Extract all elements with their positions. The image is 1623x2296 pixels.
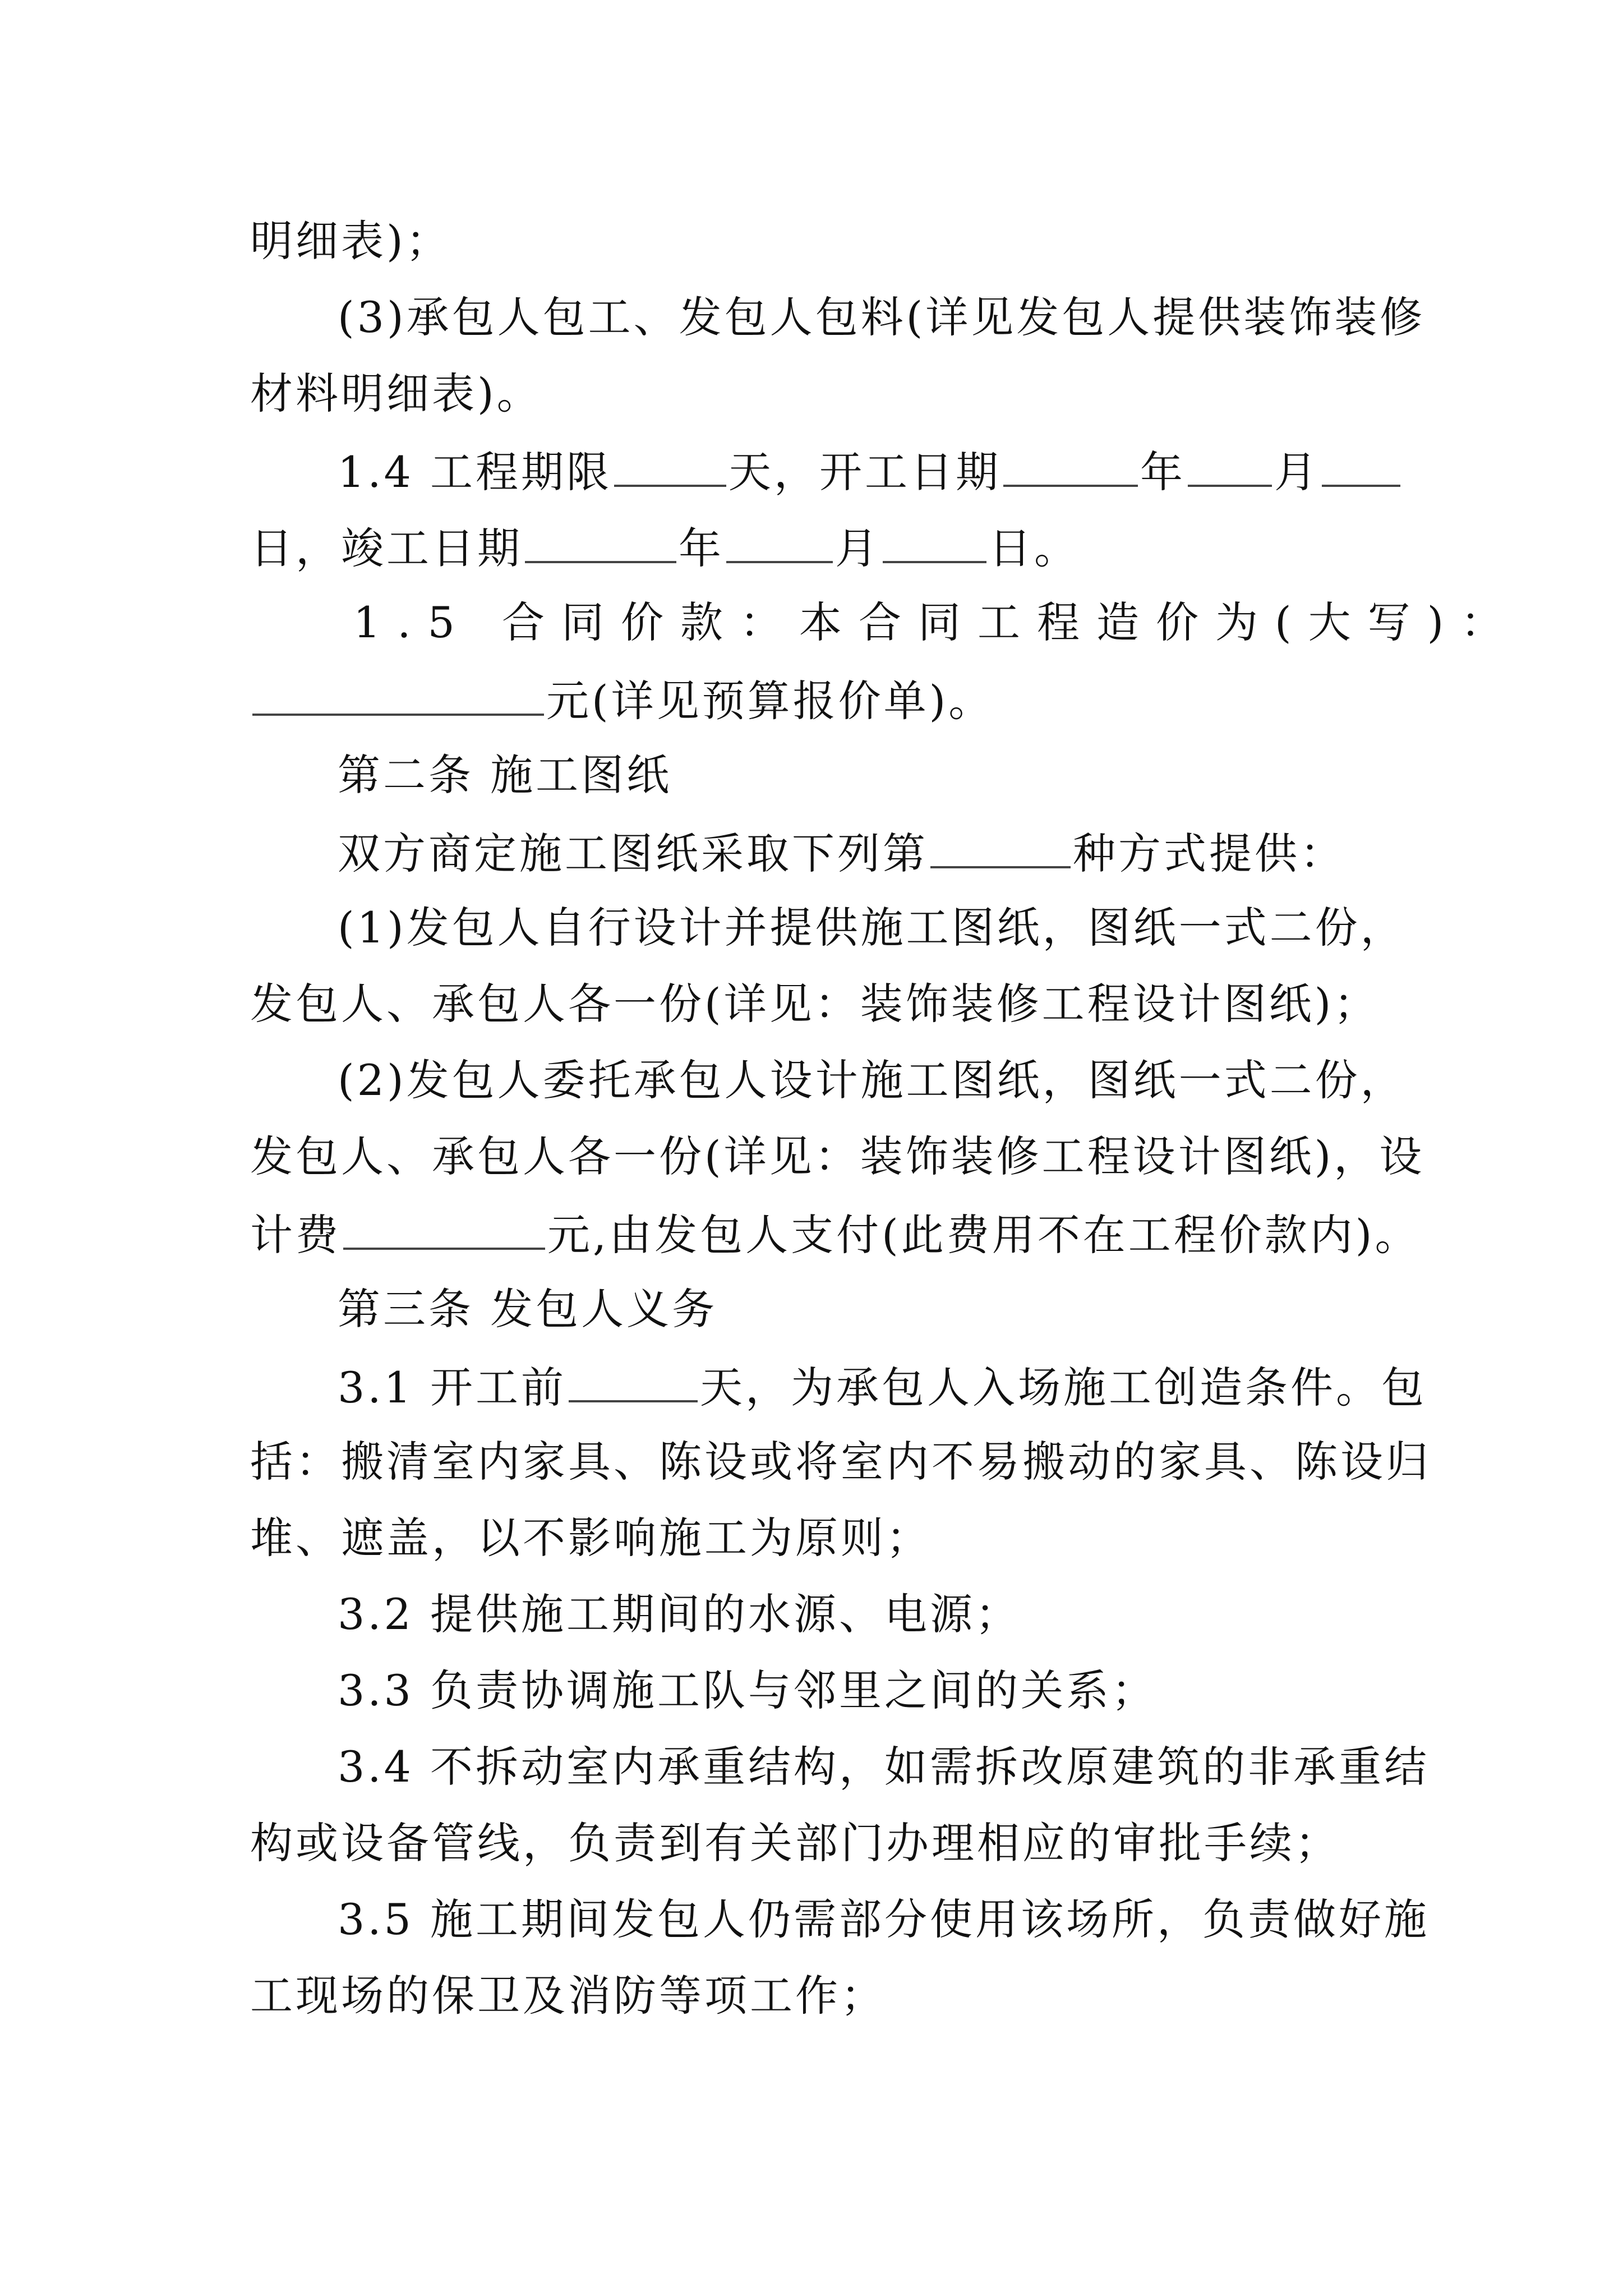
text-line: 日，竣工日期 年 月 日。 — [250, 523, 1080, 573]
text-line: (1)发包人自行设计并提供施工图纸，图纸一式二份， — [338, 903, 1406, 953]
blank-field[interactable] — [343, 1212, 545, 1250]
blank-field[interactable] — [614, 449, 726, 487]
text-line: 括：搬清室内家具、陈设或将室内不易搬动的家具、陈设归 — [250, 1437, 1431, 1487]
text-line: 构或设备管线，负责到有关部门办理相应的审批手续； — [250, 1818, 1340, 1868]
text-line: 1.5 合同价款：本合同工程造价为(大写)： — [353, 597, 1520, 647]
text-line: 3.4 不拆动室内承重结构，如需拆改原建筑的非承重结 — [338, 1742, 1430, 1792]
text-line: (3)承包人包工、发包人包料(详见发包人提供装饰装修 — [338, 292, 1426, 342]
text-line: 3.2 提供施工期间的水源、电源； — [338, 1589, 1021, 1639]
text-line: 堆、遮盖，以不影响施工为原则； — [250, 1513, 932, 1563]
text-line: (2)发包人委托承包人设计施工图纸，图纸一式二份， — [338, 1055, 1406, 1105]
blank-field[interactable] — [930, 830, 1071, 868]
text-line: 双方商定施工图纸采取下列第 种方式提供： — [338, 829, 1345, 878]
blank-field[interactable] — [569, 1364, 698, 1402]
section-heading: 第三条 发包人义务 — [338, 1284, 718, 1334]
blank-field[interactable] — [1188, 449, 1272, 487]
text-line: 3.3 负责协调施工队与邻里之间的关系； — [338, 1665, 1158, 1715]
blank-field[interactable] — [525, 525, 676, 563]
text-line: 1.4 工程期限 天，开工日期 年 月 — [338, 449, 1403, 494]
blank-field[interactable] — [252, 678, 544, 716]
blank-field[interactable] — [1322, 449, 1400, 487]
text-line: 明细表)； — [250, 216, 451, 266]
blank-field[interactable] — [1003, 449, 1138, 487]
text-line: 3.1 开工前 天，为承包人入场施工创造条件。包 — [338, 1363, 1427, 1412]
text-line: 发包人、承包人各一份(详见：装饰装修工程设计图纸)； — [250, 979, 1380, 1029]
text-line: 材料明细表)。 — [250, 369, 542, 418]
text-line: 工现场的保卫及消防等项工作； — [250, 1971, 886, 2021]
section-heading: 第二条 施工图纸 — [338, 750, 672, 800]
text-line: 发包人、承包人各一份(详见：装饰装修工程设计图纸)，设 — [250, 1131, 1425, 1181]
blank-field[interactable] — [726, 525, 833, 563]
text-line: 元(详见预算报价单)。 — [250, 678, 994, 723]
text-line: 3.5 施工期间发包人仍需部分使用该场所，负责做好施 — [338, 1894, 1430, 1944]
text-line: 计费 元,由发包人支付(此费用不在工程价款内)。 — [250, 1210, 1421, 1260]
blank-field[interactable] — [883, 525, 986, 563]
